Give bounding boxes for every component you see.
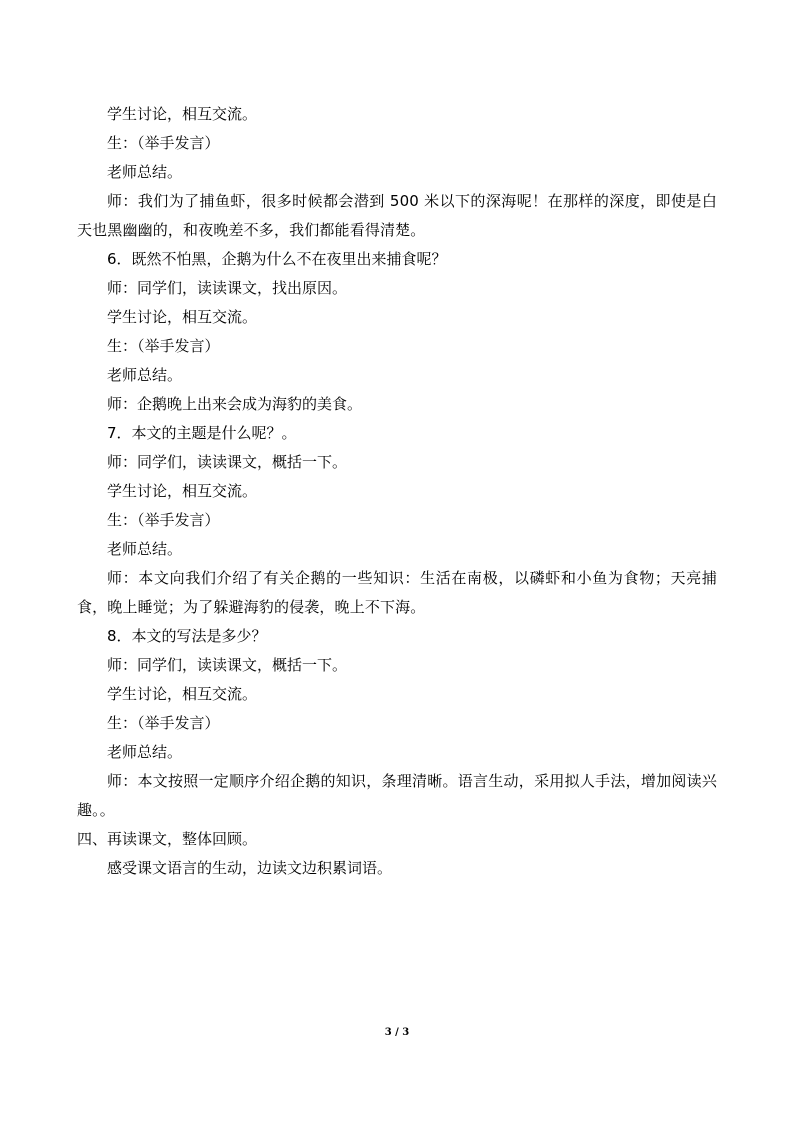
text-line: 老师总结。 xyxy=(107,540,183,558)
text-line: 老师总结。 xyxy=(107,366,183,384)
text-line: 师：企鹅晚上出来会成为海豹的美食。 xyxy=(107,395,363,413)
text-line: 师：同学们，读读课文，概括一下。 xyxy=(107,656,348,674)
question-heading: 7．本文的主题是什么呢？。 xyxy=(107,424,297,442)
text-line: 学生讨论，相互交流。 xyxy=(107,105,258,123)
text-line: 学生讨论，相互交流。 xyxy=(107,482,258,500)
document-body xyxy=(77,100,717,883)
text-line: 老师总结。 xyxy=(107,743,183,761)
paragraph: 师：本文按照一定顺序介绍企鹅的知识，条理清晰。语言生动，采用拟人手法，增加阅读兴趣。。 xyxy=(77,772,717,819)
text-line: 生：（举手发言） xyxy=(107,337,220,355)
text-line: 感受课文语言的生动，边读文边积累词语。 xyxy=(107,859,393,877)
text-line: 学生讨论，相互交流。 xyxy=(107,308,258,326)
text-line: 老师总结。 xyxy=(107,163,183,181)
text-line: 学生讨论，相互交流。 xyxy=(107,685,258,703)
text-line: 生：（举手发言） xyxy=(107,714,220,732)
question-heading: 6．既然不怕黑，企鹅为什么不在夜里出来捕食呢？ xyxy=(107,250,447,268)
text-line: 生：（举手发言） xyxy=(107,134,220,152)
text-line: 师：同学们，读读课文，概括一下。 xyxy=(107,453,348,471)
paragraph: 师：本文向我们介绍了有关企鹅的一些知识：生活在南极，以磷虾和小鱼为食物；天亮捕食，晚上睡觉；为了躲避海豹的侵袭，晚上不下海。 xyxy=(77,569,717,616)
section-heading: 四、再读课文，整体回顾。 xyxy=(77,830,258,848)
text-line: 生：（举手发言） xyxy=(107,511,220,529)
paragraph: 师：我们为了捕鱼虾，很多时候都会潜到 500 米以下的深海呢！在那样的深度，即使是白天也黑幽幽的，和夜晚差不多，我们都能看得清楚。 xyxy=(77,192,717,239)
page-number: 3 / 3 xyxy=(384,1027,410,1038)
text-line: 师：同学们，读读课文，找出原因。 xyxy=(107,279,348,297)
question-heading: 8．本文的写法是多少？ xyxy=(107,627,267,645)
